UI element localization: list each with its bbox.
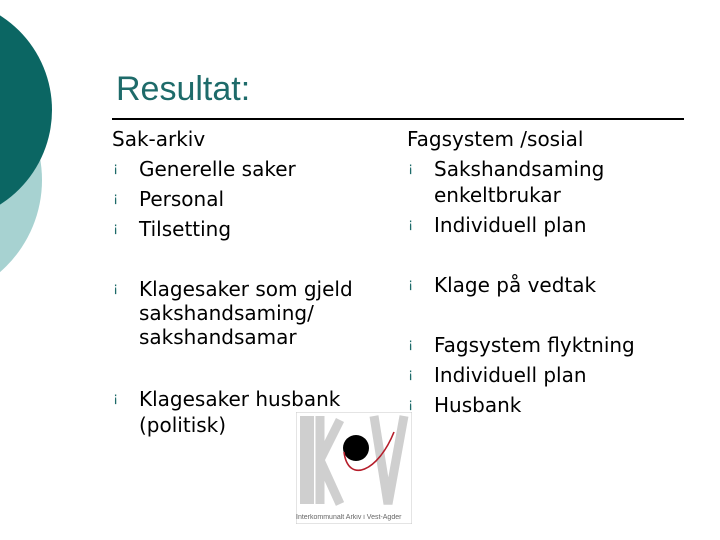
right-item: Individuell plan — [434, 363, 587, 387]
right-item: Individuell plan — [434, 213, 587, 237]
left-item: Tilsetting — [139, 217, 232, 241]
right-item-line: Sakshandsaming — [434, 157, 605, 181]
right-item: Klage på vedtak — [434, 273, 597, 297]
bullet-icon: ¡ — [408, 337, 414, 352]
right-item: Husbank — [434, 393, 522, 417]
bullet-icon: ¡ — [408, 397, 414, 412]
slide-title: Resultat: — [116, 70, 251, 108]
bullet-icon: ¡ — [113, 161, 119, 176]
bullet-icon: ¡ — [408, 367, 414, 382]
bullet-icon: ¡ — [113, 191, 119, 206]
bullet-icon: ¡ — [408, 161, 414, 176]
left-item-line: (politisk) — [139, 413, 227, 437]
title-divider — [112, 118, 684, 120]
left-heading: Sak-arkiv — [112, 127, 206, 151]
left-item-line: Klagesaker som gjeld — [139, 277, 353, 301]
bullet-icon: ¡ — [113, 391, 119, 406]
right-item-line: enkeltbrukar — [434, 183, 561, 207]
decorative-circles — [0, 0, 60, 300]
bullet-icon: ¡ — [113, 281, 119, 296]
bullet-icon: ¡ — [408, 217, 414, 232]
left-item: Generelle saker — [139, 157, 296, 181]
bullet-icon: ¡ — [113, 221, 119, 236]
ikva-logo — [296, 412, 412, 524]
left-item-line: sakshandsaming/ — [139, 301, 314, 325]
left-item-line: Klagesaker husbank — [139, 387, 341, 411]
left-item-line: sakshandsamar — [139, 325, 297, 349]
right-item: Fagsystem flyktning — [434, 333, 635, 357]
right-heading: Fagsystem /sosial — [407, 127, 584, 151]
bullet-icon: ¡ — [408, 277, 414, 292]
left-item: Personal — [139, 187, 225, 211]
logo-caption: Interkommunalt Arkiv i Vest-Agder — [296, 514, 402, 521]
